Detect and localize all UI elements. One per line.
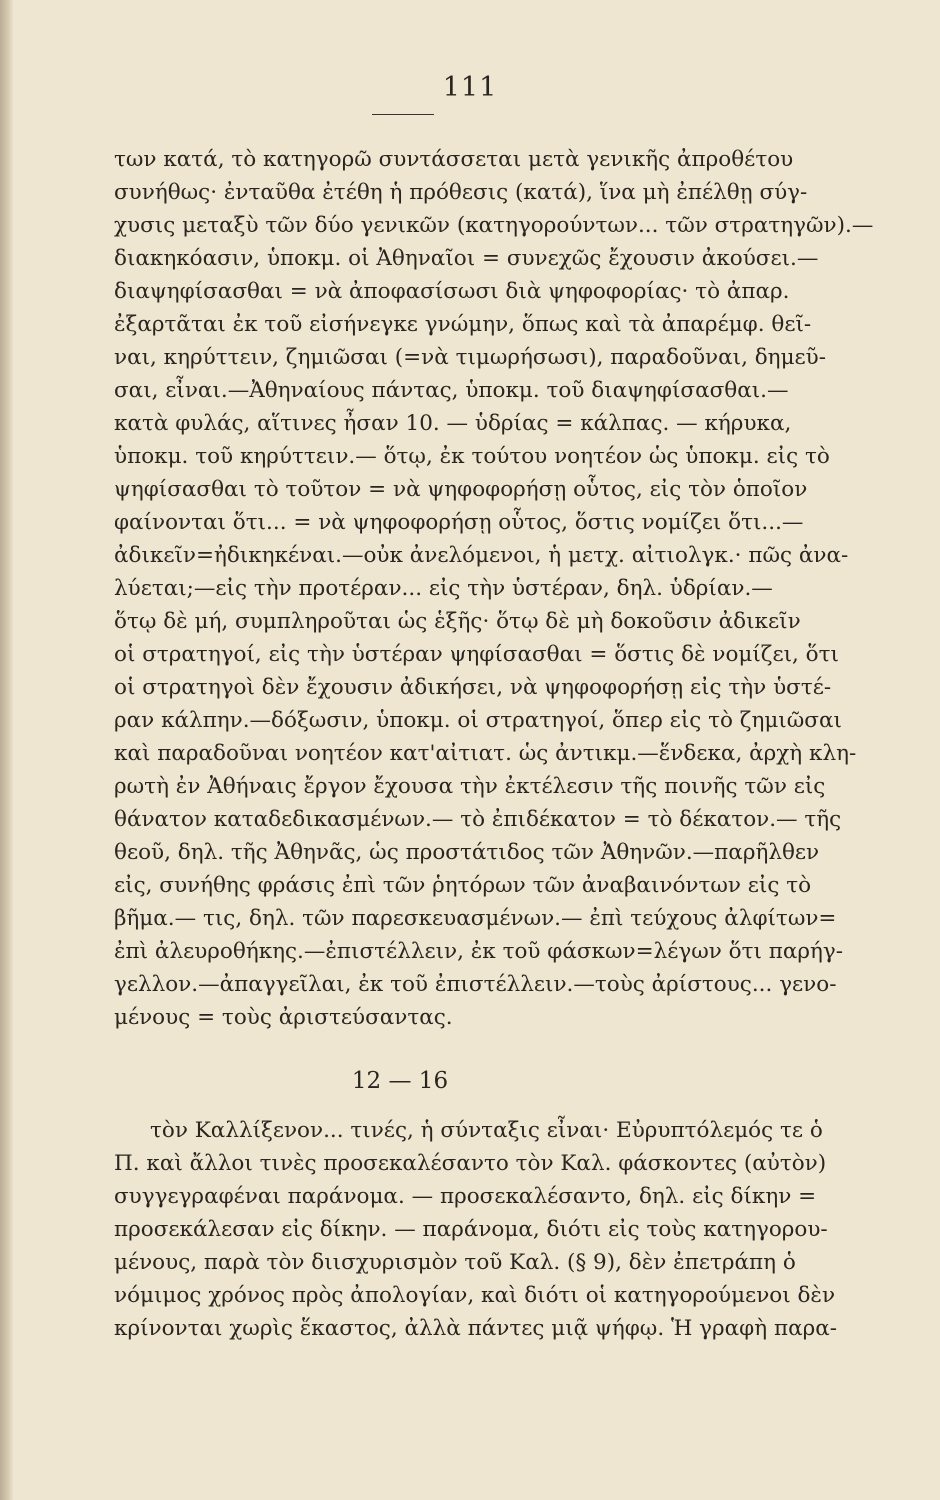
text-line: θάνατον καταδεδικασμένων.— τὸ ἐπιδέκατον = τὸ δέκατον.— τῆς bbox=[114, 807, 842, 832]
text-line: γελλον.—ἀπαγγεῖλαι, ἐκ τοῦ ἐπιστέλλειν.—τοὺς ἀρίστους... γενο- bbox=[114, 972, 837, 997]
text-line: ψηφίσασθαι τὸ τοῦτον = νὰ ψηφοφορήσῃ οὗτος, εἰς τὸν ὁποῖον bbox=[114, 477, 808, 502]
text-line: νόμιμος χρόνος πρὸς ἀπολογίαν, καὶ διότι οἱ κατηγορούμενοι δὲν bbox=[114, 1283, 836, 1308]
text-line: καὶ παραδοῦναι νοητέον κατ'αἰτιατ. ὡς ἀντικμ.—ἕνδεκα, ἀρχὴ κλη- bbox=[114, 741, 857, 766]
text-line: σαι, εἶναι.—Ἀθηναίους πάντας, ὑποκμ. τοῦ διαψηφίσασθαι.— bbox=[114, 378, 789, 403]
text-line: ὑποκμ. τοῦ κηρύττειν.— ὅτῳ, ἐκ τούτου νοητέον ὡς ὑποκμ. εἰς τὸ bbox=[114, 444, 830, 469]
text-line: οἱ στρατηγοὶ δὲν ἔχουσιν ἀδικήσει, νὰ ψηφοφορήσῃ εἰς τὴν ὑστέ- bbox=[114, 675, 832, 700]
text-line: λύεται;—εἰς τὴν προτέραν... εἰς τὴν ὑστέραν, δηλ. ὑδρίαν.— bbox=[114, 576, 773, 601]
text-line: των κατά, τὸ κατηγορῶ συντάσσεται μετὰ γενικῆς ἀπροθέτου bbox=[114, 147, 794, 172]
text-line: χυσις μεταξὺ τῶν δύο γενικῶν (κατηγορούντων... τῶν στρατηγῶν).— bbox=[114, 213, 874, 238]
text-line: Π. καὶ ἄλλοι τινὲς προσεκαλέσαντο τὸν Καλ. φάσκοντες (αὐτὸν) bbox=[114, 1151, 827, 1176]
book-spine-edge bbox=[0, 0, 14, 1500]
text-line: ραν κάλπην.—δόξωσιν, ὑποκμ. οἱ στρατηγοί, ὅπερ εἰς τὸ ζημιῶσαι bbox=[114, 708, 842, 733]
text-line: διαψηφίσασθαι = νὰ ἀποφασίσωσι διὰ ψηφοφορίας· τὸ ἀπαρ. bbox=[114, 279, 790, 304]
text-line: ναι, κηρύττειν, ζημιῶσαι (=νὰ τιμωρήσωσι), παραδοῦναι, δημεῦ- bbox=[114, 345, 827, 370]
text-line: κατὰ φυλάς, αἵτινες ἦσαν 10. — ὑδρίας = κάλπας. — κήρυκα, bbox=[114, 411, 792, 436]
text-line: βῆμα.— τις, δηλ. τῶν παρεσκευασμένων.— ἐπὶ τεύχους ἀλφίτων= bbox=[114, 906, 837, 931]
text-line: ρωτὴ ἐν Ἀθήναις ἔργον ἔχουσα τὴν ἐκτέλεσιν τῆς ποινῆς τῶν εἰς bbox=[114, 774, 826, 799]
text-line: κρίνονται χωρὶς ἕκαστος, ἀλλὰ πάντες μιᾷ ψήφῳ. Ἡ γραφὴ παρα- bbox=[114, 1316, 838, 1341]
text-line: διακηκόασιν, ὑποκμ. οἱ Ἀθηναῖοι = συνεχῶς ἔχουσιν ἀκούσει.— bbox=[114, 246, 819, 271]
text-line: οἱ στρατηγοί, εἰς τὴν ὑστέραν ψηφίσασθαι = ὅστις δὲ νομίζει, ὅτι bbox=[114, 642, 839, 667]
text-line: ἐπὶ ἀλευροθήκης.—ἐπιστέλλειν, ἐκ τοῦ φάσκων=λέγων ὅτι παρήγ- bbox=[114, 939, 844, 964]
section-heading: 12 — 16 bbox=[351, 1068, 449, 1094]
page-number-rule bbox=[372, 114, 434, 115]
text-line: μένους = τοὺς ἀριστεύσαντας. bbox=[114, 1005, 453, 1030]
text-line: συνήθως· ἐνταῦθα ἐτέθη ἡ πρόθεσις (κατά), ἵνα μὴ ἐπέλθῃ σύγ- bbox=[114, 180, 808, 205]
text-line: συγγεγραφέναι παράνομα. — προσεκαλέσαντο, δηλ. εἰς δίκην = bbox=[114, 1184, 817, 1209]
text-line: θεοῦ, δηλ. τῆς Ἀθηνᾶς, ὡς προστάτιδος τῶν Ἀθηνῶν.—παρῆλθεν bbox=[114, 840, 820, 865]
text-line: ἐξαρτᾶται ἐκ τοῦ εἰσήνεγκε γνώμην, ὅπως καὶ τὰ ἀπαρέμφ. θεῖ- bbox=[114, 312, 812, 337]
page-number: 111 bbox=[442, 72, 498, 103]
text-line: εἰς, συνήθης φράσις ἐπὶ τῶν ῥητόρων τῶν ἀναβαινόντων εἰς τὸ bbox=[114, 873, 812, 898]
text-line: προσεκάλεσαν εἰς δίκην. — παράνομα, διότι εἰς τοὺς κατηγορου- bbox=[114, 1217, 828, 1242]
text-line: φαίνονται ὅτι... = νὰ ψηφοφορήσῃ οὗτος, ὅστις νομίζει ὅτι...— bbox=[114, 510, 804, 535]
text-line: ἀδικεῖν=ἠδικηκέναι.—οὐκ ἀνελόμενοι, ἡ μετχ. αἰτιολγκ.· πῶς ἀνα- bbox=[114, 543, 849, 568]
text-line: ὅτῳ δὲ μή, συμπληροῦται ὡς ἑξῆς· ὅτῳ δὲ μὴ δοκοῦσιν ἀδικεῖν bbox=[114, 609, 801, 634]
text-line: τὸν Καλλίξενον... τινές, ἡ σύνταξις εἶναι· Εὐρυπτόλεμός τε ὁ bbox=[150, 1118, 823, 1143]
text-line: μένους, παρὰ τὸν διισχυρισμὸν τοῦ Καλ. (§ 9), δὲν ἐπετράπη ὁ bbox=[114, 1250, 796, 1275]
